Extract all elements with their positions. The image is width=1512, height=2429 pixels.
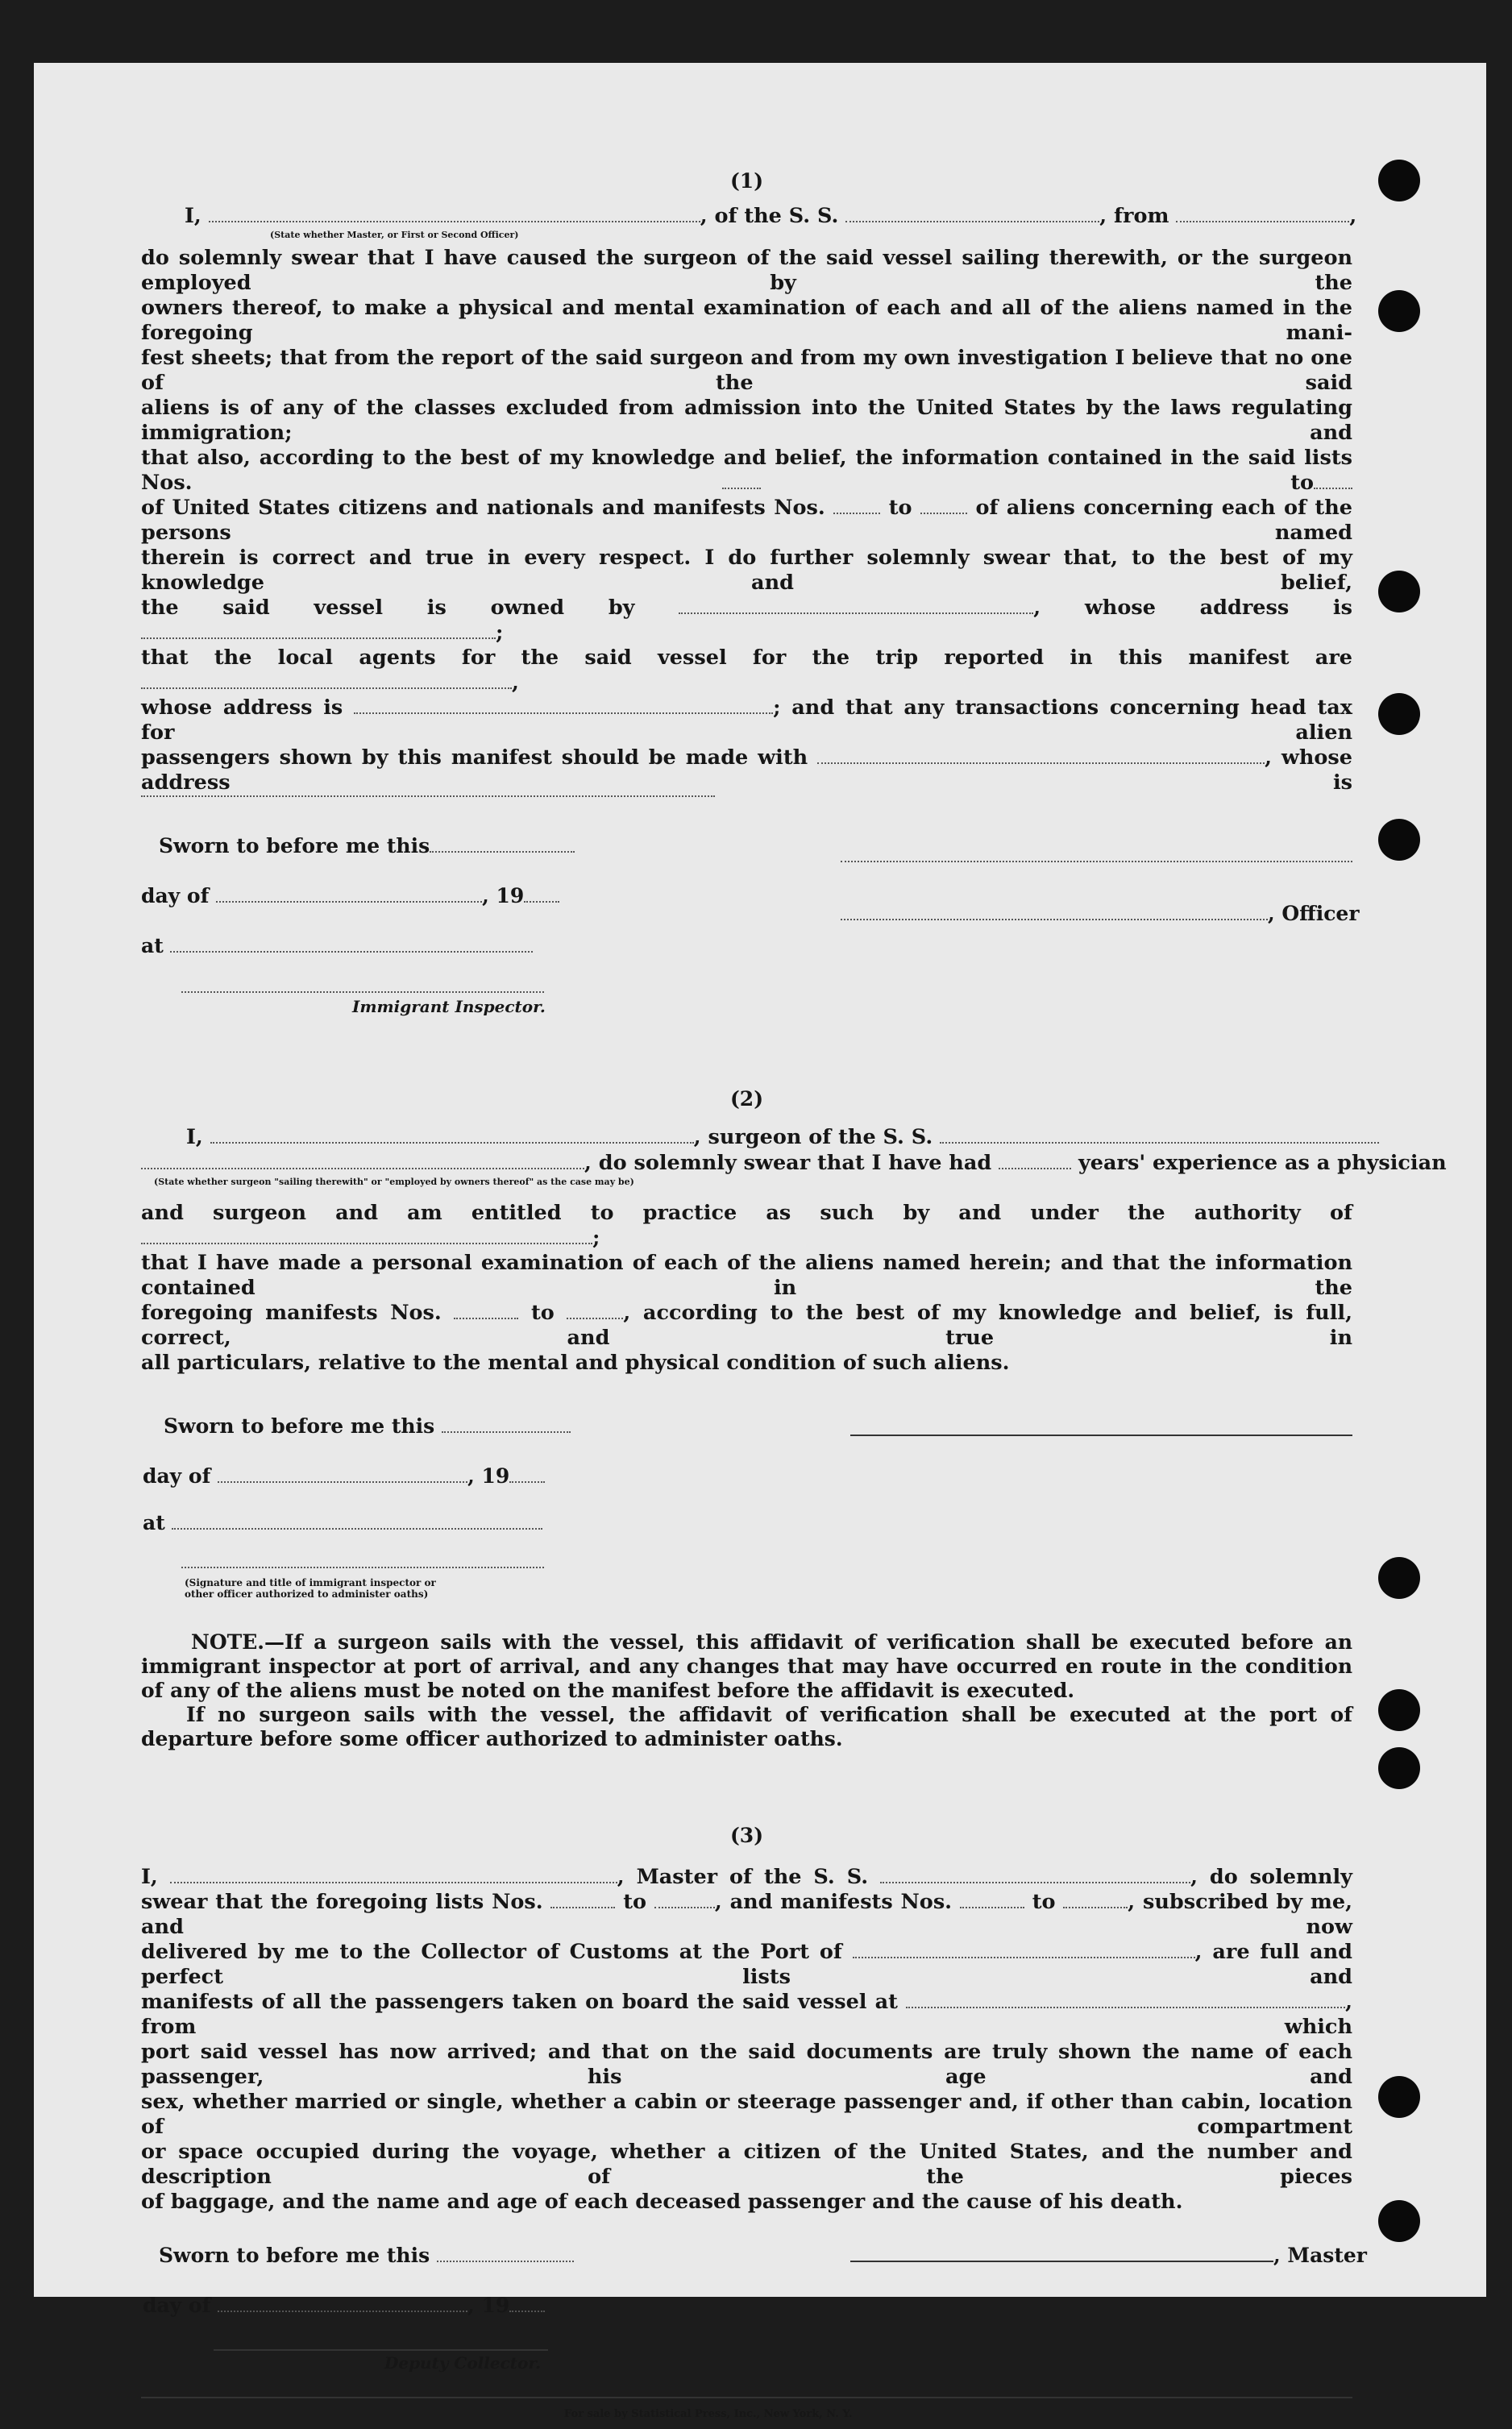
- section-3-text: or space occupied during the voyage, whether a citizen of the United States, and the number and description of the pieces: [141, 2140, 1352, 2189]
- punch-hole: [1378, 693, 1420, 735]
- list-to-field[interactable]: [1314, 471, 1352, 489]
- s3-manifest-from-field[interactable]: [960, 1891, 1024, 1908]
- manifest-from-field[interactable]: [833, 496, 880, 514]
- s2-manifest-to-field[interactable]: [567, 1302, 623, 1319]
- section-1-lists-line: that also, according to the best of my knowledge and belief, the information contained in the said lists Nos. to: [141, 446, 1352, 495]
- s2-manifest-from-field[interactable]: [454, 1302, 518, 1319]
- section-2-signatures: [141, 1414, 1352, 1608]
- section-3-line-1: I, , Master of the S. S. , do solemnly: [141, 1865, 1352, 1889]
- manifest-to-field[interactable]: [920, 496, 967, 514]
- years-field[interactable]: [999, 1168, 1071, 1169]
- section-1-signatures: [141, 823, 1360, 1016]
- punch-hole: [1378, 290, 1420, 332]
- footer-rule: [141, 2397, 1352, 2398]
- inspector-signature-field[interactable]: [181, 991, 544, 993]
- list-from-field[interactable]: [722, 471, 761, 489]
- year-field[interactable]: [509, 1481, 545, 1483]
- section-3-signatures: [141, 2236, 1367, 2381]
- owner-address-field[interactable]: [141, 621, 496, 639]
- i-label: I,: [185, 204, 201, 228]
- section-1-text: fest sheets; that from the report of the said surgeon and from my own investigation I believe that no one of the said: [141, 346, 1352, 395]
- inspector-caption: Immigrant Inspector.: [352, 997, 546, 1016]
- officer-caption: (State whether Master, or First or Second Officer): [270, 230, 519, 240]
- section-3-text: port said vessel has now arrived; and that on the said documents are truly shown the name of each passenger, his age and: [141, 2040, 1352, 2089]
- year-field[interactable]: [524, 901, 559, 903]
- punch-hole: [1378, 2200, 1420, 2242]
- day-of-label: day of: [143, 1464, 211, 1488]
- s3-list-to-field[interactable]: [654, 1891, 715, 1908]
- port-field[interactable]: [853, 1941, 1195, 1958]
- section-2-manifests-line: foregoing manifests Nos. to , according to the best of my knowledge and belief, is full, correct, and true in: [141, 1301, 1352, 1350]
- form-content: [141, 169, 1447, 2429]
- collector-caption: Deputy Collector.: [384, 2353, 542, 2373]
- at-label: at: [143, 1511, 165, 1534]
- section-3-number: (3): [729, 1824, 764, 1847]
- of-ss-label: , of the S. S.: [700, 204, 839, 228]
- master-name-field[interactable]: [170, 1866, 617, 1883]
- section-1-text: therein is correct and true in every respect. I do further solemnly swear that, to the best of my knowledge and belief,: [141, 546, 1352, 595]
- headtax-field[interactable]: [817, 746, 1265, 764]
- section-1-manifests-line: of United States citizens and nationals and manifests Nos. to of aliens concerning each of the persons named: [141, 496, 1352, 545]
- section-2-first-lines: [141, 1125, 1447, 1191]
- authority-field[interactable]: [141, 1227, 592, 1244]
- officer-signature-field[interactable]: [841, 861, 1352, 862]
- swear-label: , do solemnly swear that I have had: [584, 1151, 992, 1175]
- day-of-label: day of: [141, 884, 210, 907]
- day-field[interactable]: [218, 1481, 467, 1483]
- collector-signature-field[interactable]: [214, 2349, 548, 2351]
- section-3-line-2: swear that the foregoing lists Nos. to , and manifests Nos. to , subscribed by me, and now: [141, 1890, 1352, 1939]
- section-1-agents-line: that the local agents for the said vessel for the trip reported in this manifest are ,: [141, 646, 1352, 695]
- owner-field[interactable]: [679, 596, 1033, 614]
- day-of-label: day of: [143, 2294, 211, 2317]
- master-signature-field[interactable]: [850, 2261, 1273, 2262]
- section-3-line-3: delivered by me to the Collector of Customs at the Port of , are full and perfect lists and: [141, 1940, 1352, 1989]
- officer-label: , Officer: [1268, 902, 1360, 925]
- day-field[interactable]: [216, 901, 482, 903]
- sworn-date-field[interactable]: [437, 2261, 574, 2262]
- section-1-headtax-line: passengers shown by this manifest should be made with , whose address is: [141, 745, 1352, 795]
- section-1-number: (1): [729, 169, 764, 193]
- section-2-authority-line: and surgeon and am entitled to practice as such by and under the authority of ;: [141, 1201, 1352, 1250]
- section-3-line-4: manifests of all the passengers taken on board the said vessel at , from which: [141, 1990, 1352, 2039]
- from-label: , from: [1099, 204, 1169, 228]
- day-field[interactable]: [218, 2311, 467, 2312]
- note-paragraph-1: NOTE.—If a surgeon sails with the vessel, this affidavit of verification shall be executed before an immigrant inspector at port of arrival, and any changes that may have occurred en route in the condition of any of the aliens must be noted on the manifest before the affidavit is executed.: [141, 1630, 1352, 1702]
- vessel-name-field[interactable]: [845, 221, 1099, 222]
- at-place-field[interactable]: [170, 951, 533, 953]
- year-label: , 19: [467, 2294, 510, 2317]
- sworn-label: Sworn to before me this: [159, 834, 430, 857]
- footer-area: [141, 2381, 1352, 2429]
- sworn-date-field[interactable]: [442, 1431, 571, 1433]
- punch-hole: [1378, 819, 1420, 861]
- surgeon-status-field[interactable]: [141, 1168, 584, 1169]
- sworn-date-field[interactable]: [430, 851, 575, 853]
- punch-hole: [1378, 1747, 1420, 1789]
- punch-hole: [1378, 1689, 1420, 1731]
- i-label: I,: [186, 1125, 203, 1149]
- s3-manifest-to-field[interactable]: [1063, 1891, 1128, 1908]
- inspector-signature-field[interactable]: [181, 1567, 544, 1568]
- master-label: , Master: [1273, 2244, 1367, 2267]
- section-1-text: do solemnly swear that I have caused the surgeon of the said vessel sailing therewith, or the surgeon employed by the: [141, 246, 1352, 295]
- section-1-owner-line: the said vessel is owned by , whose address is ;: [141, 596, 1352, 645]
- section-1-text: aliens is of any of the classes excluded from admission into the United States by the laws regulating immigration; and: [141, 396, 1352, 445]
- note-paragraph-2: If no surgeon sails with the vessel, the affidavit of verification shall be executed at the port of departure before some officer authorized to administer oaths.: [141, 1703, 1352, 1750]
- from-port-field[interactable]: [1176, 221, 1349, 222]
- sworn-label: Sworn to before me this: [159, 2244, 430, 2267]
- officer-name-field[interactable]: [209, 221, 700, 222]
- year-label: , 19: [482, 884, 525, 907]
- section-2-text: that I have made a personal examination of each of the aliens named herein; and that the information contained in the: [141, 1251, 1352, 1300]
- surgeon-caption: (State whether surgeon "sailing therewith" or "employed by owners thereof" as the case may be): [154, 1177, 634, 1187]
- sworn-label: Sworn to before me this: [164, 1414, 435, 1438]
- punch-hole: [1378, 2076, 1420, 2118]
- boarding-port-field[interactable]: [906, 1991, 1345, 2008]
- footer-text: For sale by Statistical Press, Inc., New York, N. Y.: [564, 2408, 853, 2420]
- surgeon-of-label: , surgeon of the S. S.: [693, 1125, 933, 1149]
- surgeon-signature-field[interactable]: [850, 1435, 1352, 1436]
- section-2-text: all particulars, relative to the mental and physical condition of such aliens.: [141, 1351, 1010, 1375]
- signature-caption: (Signature and title of immigrant inspector or other officer authorized to administer oaths): [185, 1577, 436, 1600]
- section-3-text: of baggage, and the name and age of each deceased passenger and the cause of his death.: [141, 2190, 1183, 2214]
- year-field[interactable]: [509, 2311, 545, 2312]
- section-2-number: (2): [729, 1087, 764, 1111]
- officer-title-field[interactable]: [841, 919, 1268, 920]
- surgeon-vessel-field[interactable]: [940, 1142, 1379, 1144]
- punch-hole: [1378, 160, 1420, 201]
- section-1-address-line: whose address is ; and that any transactions concerning head tax for alien: [141, 695, 1352, 745]
- punch-hole: [1378, 1557, 1420, 1599]
- agents-field[interactable]: [141, 671, 512, 689]
- section-1-text: owners thereof, to make a physical and mental examination of each and all of the aliens named in the foregoing mani-: [141, 296, 1352, 345]
- section-3-text: sex, whether married or single, whether a cabin or steerage passenger and, if other than cabin, location of compartment: [141, 2090, 1352, 2139]
- at-label: at: [141, 934, 164, 957]
- at-place-field[interactable]: [172, 1528, 542, 1530]
- section-1-first-line: I, , of the S. S. , from , (State whether Master, or First or Second Officer): [185, 204, 1357, 240]
- surgeon-name-field[interactable]: [210, 1142, 694, 1144]
- s3-list-from-field[interactable]: [550, 1891, 615, 1908]
- punch-hole: [1378, 571, 1420, 612]
- years-label: years' experience as a physician: [1078, 1151, 1447, 1175]
- headtax-address-field[interactable]: [141, 795, 715, 797]
- agents-address-field[interactable]: [354, 696, 773, 714]
- master-vessel-field[interactable]: [880, 1866, 1190, 1883]
- year-label: , 19: [467, 1464, 510, 1488]
